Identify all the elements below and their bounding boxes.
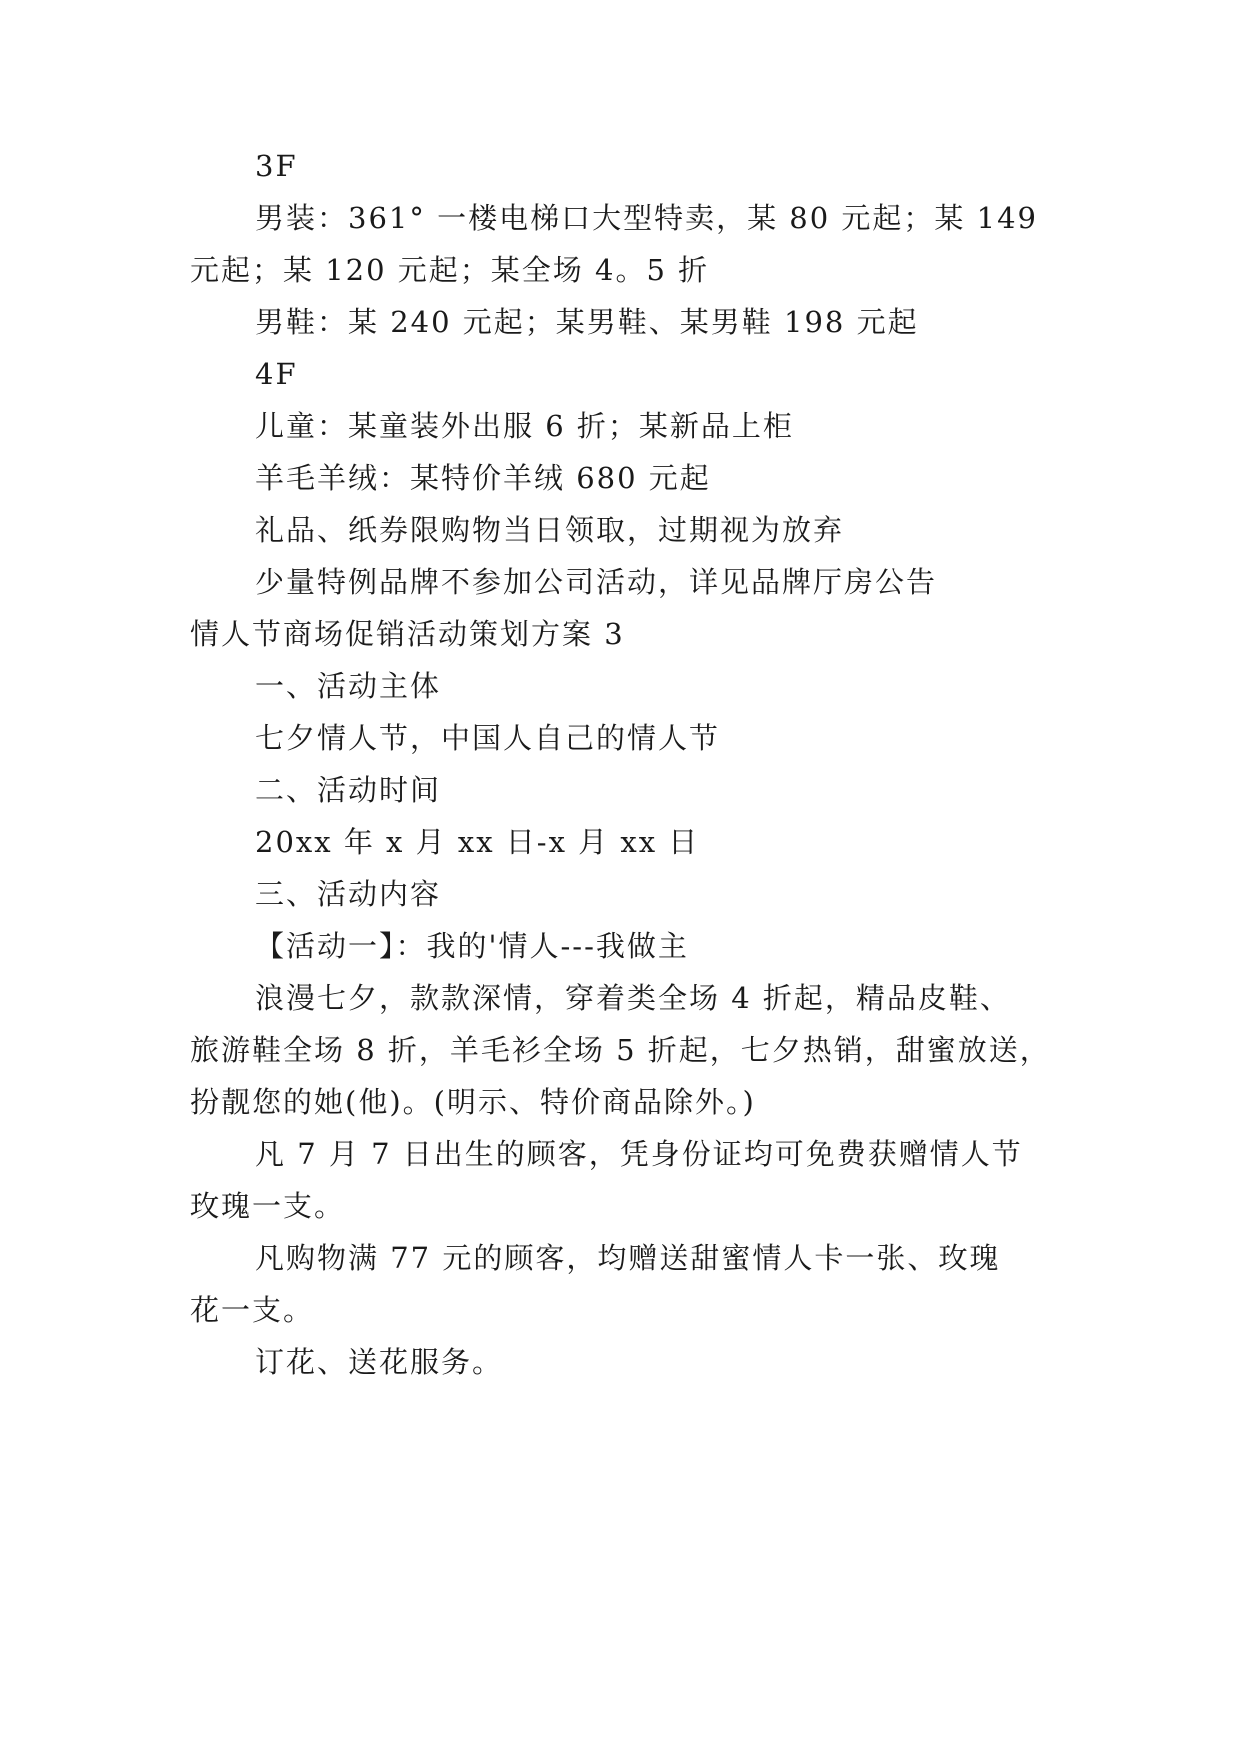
paragraph-line: 羊毛羊绒：某特价羊绒 680 元起 (255, 461, 711, 495)
paragraph-line: 玫瑰一支。 (190, 1189, 346, 1223)
paragraph-line: 礼品、纸券限购物当日领取，过期视为放弃 (255, 513, 845, 547)
paragraph-line: 20xx 年 x 月 xx 日-x 月 xx 日 (255, 825, 700, 859)
paragraph-line: 凡 7 月 7 日出生的顾客，凭身份证均可免费获赠情人节 (255, 1137, 1023, 1171)
paragraph-line: 扮靓您的她(他)。(明示、特价商品除外。) (190, 1085, 756, 1119)
paragraph-line: 男装：361° 一楼电梯口大型特卖，某 80 元起；某 149 (255, 201, 1038, 235)
section-heading: 一、活动主体 (255, 669, 442, 703)
paragraph-line: 七夕情人节，中国人自己的情人节 (255, 721, 721, 755)
activity-heading: 【活动一】：我的'情人---我做主 (255, 929, 689, 963)
paragraph-line: 少量特例品牌不参加公司活动，详见品牌厅房公告 (255, 565, 938, 599)
paragraph-line: 浪漫七夕，款款深情，穿着类全场 4 折起，精品皮鞋、 (255, 981, 1011, 1015)
paragraph-line: 花一支。 (190, 1293, 315, 1327)
section-title: 情人节商场促销活动策划方案 3 (190, 617, 625, 651)
paragraph-line: 儿童：某童装外出服 6 折；某新品上柜 (255, 409, 794, 443)
section-heading: 二、活动时间 (255, 773, 442, 807)
paragraph-line: 凡购物满 77 元的顾客，均赠送甜蜜情人卡一张、玫瑰 (255, 1241, 1001, 1275)
paragraph-line: 订花、送花服务。 (255, 1345, 504, 1379)
floor-heading-4f: 4F (255, 357, 298, 391)
section-heading: 三、活动内容 (255, 877, 442, 911)
paragraph-line: 元起；某 120 元起；某全场 4。5 折 (190, 253, 710, 287)
floor-heading-3f: 3F (255, 149, 298, 183)
paragraph-line: 男鞋：某 240 元起；某男鞋、某男鞋 198 元起 (255, 305, 919, 339)
paragraph-line: 旅游鞋全场 8 折，羊毛衫全场 5 折起，七夕热销，甜蜜放送， (190, 1033, 1051, 1067)
